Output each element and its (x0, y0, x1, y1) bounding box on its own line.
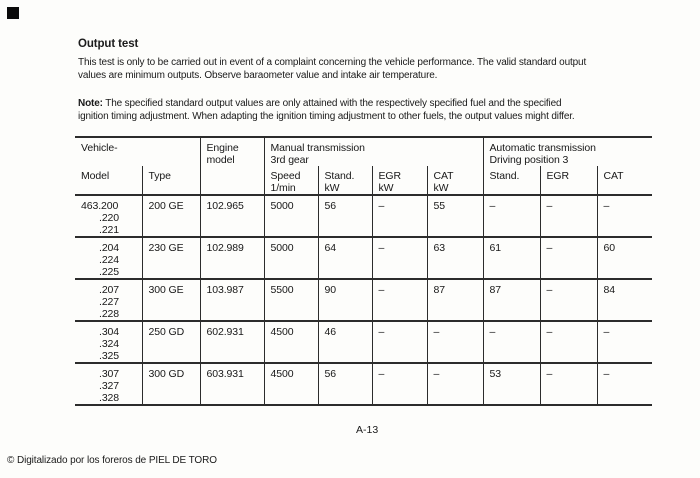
header-auto-stand: Stand. (483, 166, 540, 195)
cell-auto-egr: – (540, 195, 597, 237)
model-line: .328 (99, 392, 120, 404)
cell-stand-kw: 64 (318, 237, 372, 279)
cell-engine-model: 602.931 (200, 321, 264, 363)
cell-speed: 5500 (264, 279, 318, 321)
model-line: 463.200 (81, 200, 119, 212)
model-line: .220 (99, 212, 120, 224)
header-stand-kw: Stand. kW (318, 166, 372, 195)
model-line: .204 (99, 242, 120, 254)
cell-speed: 4500 (264, 363, 318, 405)
cell-model (75, 279, 142, 321)
copyright-footer: © Digitalizado por los foreros de PIEL DE TORO (7, 455, 217, 466)
note-line (78, 97, 658, 110)
cell-auto-egr: – (540, 321, 597, 363)
cell-cat-kw: – (427, 321, 483, 363)
header-cat-kw: CAT kW (427, 166, 483, 195)
cell-engine-model: 102.965 (200, 195, 264, 237)
cell-auto-stand: 61 (483, 237, 540, 279)
header-type: Type (142, 166, 200, 195)
cell-auto-cat: – (597, 195, 652, 237)
model-line: .325 (99, 350, 120, 362)
cell-cat-kw: 87 (427, 279, 483, 321)
model-line: .228 (99, 308, 120, 320)
cell-auto-stand: – (483, 195, 540, 237)
header-speed: Speed 1/min (264, 166, 318, 195)
cell-egr-kw: – (372, 237, 427, 279)
model-line: .324 (99, 338, 120, 350)
table-row (75, 363, 652, 405)
cell-engine-model: 102.989 (200, 237, 264, 279)
cell-stand-kw: 56 (318, 363, 372, 405)
intro-line: values are minimum outputs. Observe baraometer value and intake air temperature. (78, 70, 438, 81)
cell-type: 300 GE (142, 279, 200, 321)
cell-egr-kw: – (372, 363, 427, 405)
cell-type: 300 GD (142, 363, 200, 405)
cell-stand-kw: 46 (318, 321, 372, 363)
model-line: .307 (99, 368, 120, 380)
page-content (78, 38, 658, 123)
cell-model (75, 363, 142, 405)
cell-auto-cat: 60 (597, 237, 652, 279)
cell-egr-kw: – (372, 195, 427, 237)
model-line: .207 (99, 284, 120, 296)
page-title: Output test (78, 38, 139, 50)
page-number: A-13 (356, 424, 379, 436)
model-line: .225 (99, 266, 120, 278)
header-engine-model: Engine model (200, 137, 264, 195)
cell-auto-egr: – (540, 279, 597, 321)
table-row (75, 279, 652, 321)
cell-auto-stand: 87 (483, 279, 540, 321)
cell-auto-cat: – (597, 321, 652, 363)
table-row (75, 237, 652, 279)
cell-cat-kw: – (427, 363, 483, 405)
note-paragraph (78, 97, 658, 123)
cell-auto-stand: – (483, 321, 540, 363)
cell-auto-cat: 84 (597, 279, 652, 321)
note-label: Note: (78, 98, 103, 109)
cell-engine-model: 603.931 (200, 363, 264, 405)
cell-stand-kw: 90 (318, 279, 372, 321)
header-auto-egr: EGR (540, 166, 597, 195)
header-auto-cat: CAT (597, 166, 652, 195)
cell-auto-egr: – (540, 363, 597, 405)
intro-paragraph (78, 56, 658, 82)
model-line: .327 (99, 380, 120, 392)
cell-model (75, 237, 142, 279)
cell-egr-kw: – (372, 279, 427, 321)
header-model: Model (75, 166, 142, 195)
header-egr-kw: EGR kW (372, 166, 427, 195)
output-spec-table (75, 136, 652, 406)
cell-cat-kw: 63 (427, 237, 483, 279)
table-row (75, 195, 652, 237)
cell-speed: 5000 (264, 195, 318, 237)
cell-speed: 4500 (264, 321, 318, 363)
cell-auto-stand: 53 (483, 363, 540, 405)
model-line: .227 (99, 296, 120, 308)
cell-engine-model: 103.987 (200, 279, 264, 321)
model-line: .221 (99, 224, 120, 236)
header-vehicle: Vehicle- (75, 137, 200, 166)
cell-stand-kw: 56 (318, 195, 372, 237)
intro-line: This test is only to be carried out in event of a complaint concerning the vehicle performance. The valid standard output (78, 57, 587, 68)
header-automatic-transmission: Automatic transmission Driving position 3 (483, 137, 652, 166)
note-line-text: The specified standard output values are only attained with the respectively specified fuel and the specified (105, 98, 562, 109)
scan-mark-square (7, 7, 19, 19)
cell-cat-kw: 55 (427, 195, 483, 237)
model-line: .224 (99, 254, 120, 266)
model-line: .304 (99, 326, 120, 338)
cell-type: 250 GD (142, 321, 200, 363)
note-line: ignition timing adjustment. When adapting the ignition timing adjustment to other fuels, the output values might differ. (78, 111, 575, 122)
cell-auto-egr: – (540, 237, 597, 279)
cell-speed: 5000 (264, 237, 318, 279)
table-row (75, 321, 652, 363)
cell-auto-cat: – (597, 363, 652, 405)
cell-type: 230 GE (142, 237, 200, 279)
header-manual-transmission: Manual transmission 3rd gear (264, 137, 483, 166)
cell-model (75, 195, 142, 237)
cell-model (75, 321, 142, 363)
cell-egr-kw: – (372, 321, 427, 363)
cell-type: 200 GE (142, 195, 200, 237)
